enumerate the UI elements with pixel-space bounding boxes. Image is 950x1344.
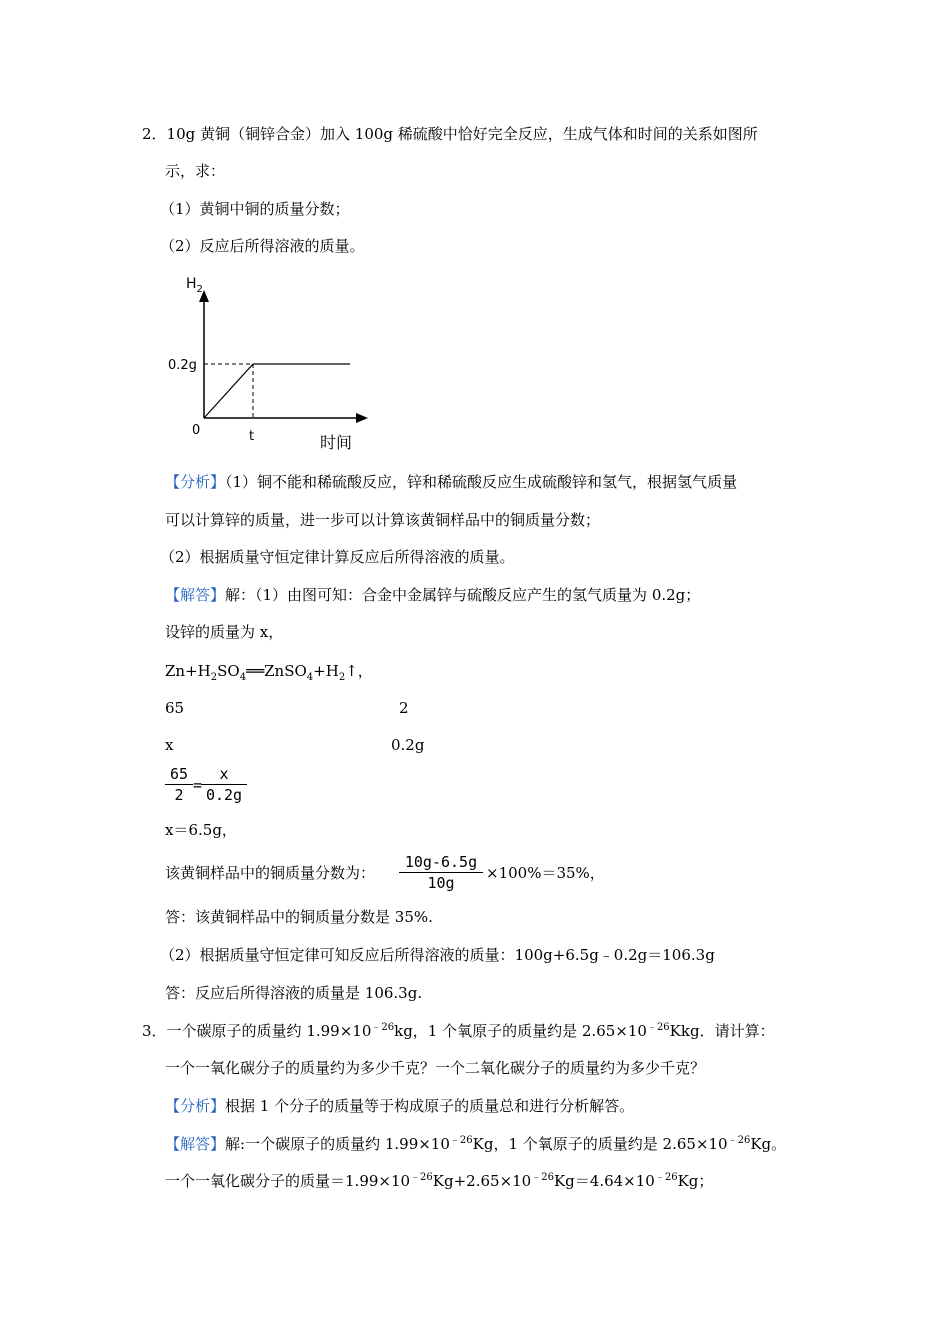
q3-ans-c: Kg。 — [750, 1135, 787, 1153]
graph-rising-line — [204, 364, 253, 418]
answer-tag: 【解答】 — [165, 1135, 226, 1153]
q3-co-c: Kg＝4.64×10 — [553, 1172, 655, 1190]
q3-stem-line1 — [142, 1021, 775, 1041]
chemical-equation — [165, 661, 373, 681]
cu-answer: 答：该黄铜样品中的铜质量分数是 35%. — [165, 908, 433, 926]
q3-analysis — [165, 1096, 634, 1116]
exponent: ﹣26 — [646, 1022, 670, 1033]
fraction-x-over-0.2g — [201, 764, 247, 805]
q3-co-d: Kg； — [677, 1172, 714, 1190]
exponent: ﹣26 — [727, 1135, 751, 1146]
eq-sub: 4 — [306, 672, 314, 683]
q2-number: 2． — [142, 125, 167, 143]
graph-y-label: $H_2$ — [186, 276, 203, 295]
fraction-equals: = — [193, 776, 203, 794]
q3-co-b: Kg+2.65×10 — [432, 1172, 532, 1190]
fraction-denominator: 10g — [427, 874, 455, 892]
exponent: ﹣26 — [449, 1135, 473, 1146]
fraction-numerator: x — [219, 765, 229, 783]
q3-stem-line2: 一个一氧化碳分子的质量约为多少千克？一个二氧化碳分子的质量约为多少千克？ — [165, 1059, 706, 1077]
graph-origin: 0 — [192, 423, 201, 438]
graph-x-label: 时间 — [320, 433, 353, 452]
exponent: ﹣26 — [531, 1172, 554, 1183]
answer-tag: 【解答】 — [165, 586, 226, 604]
eq-sub: 4 — [239, 672, 247, 683]
q2-answer-line2: 设锌的质量为 x， — [165, 623, 284, 641]
eq-zn: Zn+H — [165, 662, 211, 680]
analysis-tag: 【分析】 — [165, 473, 226, 491]
ratio-left-1: 65 — [165, 699, 185, 717]
h2-time-graph — [160, 268, 380, 458]
ratio-right-1: 2 — [399, 699, 409, 717]
q3-ans-a: 解:一个碳原子的质量约 1.99×10 — [225, 1135, 450, 1153]
eq-sub: 2 — [338, 672, 346, 683]
part2-answer: 答：反应后所得溶液的质量是 106.3g. — [165, 984, 423, 1002]
eq-arrow: ══ZnSO — [246, 662, 307, 680]
ratio-right-2: 0.2g — [391, 736, 425, 754]
fraction-denominator: 2 — [174, 786, 184, 804]
fraction-numerator: 65 — [169, 765, 189, 783]
q2-analysis-line1 — [165, 472, 737, 492]
eq-so4: SO — [217, 662, 240, 680]
eq-sub: 2 — [210, 672, 218, 683]
q2-answer-text1: 解：（1）由图可知：合金中金属锌与硫酸反应产生的氢气质量为 0.2g； — [225, 586, 701, 604]
exponent: ﹣26 — [654, 1172, 678, 1183]
fraction-denominator: 0.2g — [205, 786, 243, 804]
q3-stem-c: Kkg．请计算： — [669, 1022, 775, 1040]
q2-stem-text: 10g 黄铜（铜锌合金）加入 100g 稀硫酸中恰好完全反应，生成气体和时间的关系如图所 — [166, 125, 758, 143]
q3-analysis-text: 根据 1 个分子的质量等于构成原子的质量总和进行分析解答。 — [225, 1097, 635, 1115]
q2-stem-line1 — [142, 124, 758, 144]
graph-x-arrow — [356, 413, 368, 423]
cu-fraction — [399, 852, 483, 893]
q3-stem-b: kg，1 个氧原子的质量约是 2.65×10 — [394, 1022, 647, 1040]
q2-answer-line1 — [165, 585, 700, 605]
q2-sub1: （1）黄铜中铜的质量分数； — [160, 200, 350, 218]
ratio-left-2: x — [165, 736, 174, 754]
q2-stem-line2: 示，求： — [165, 162, 226, 180]
q2-sub2: （2）反应后所得溶液的质量。 — [160, 237, 365, 255]
q3-ans-b: Kg，1 个氧原子的质量约是 2.65×10 — [472, 1135, 728, 1153]
q3-number: 3． — [142, 1022, 167, 1040]
eq-h2: +H — [313, 662, 339, 680]
cu-fraction-prefix: 该黄铜样品中的铜质量分数为： — [165, 864, 376, 882]
q3-co-a: 一个一氧化碳分子的质量＝1.99×10 — [165, 1172, 411, 1190]
exponent: ﹣26 — [410, 1172, 433, 1183]
result-x: x＝6.5g， — [165, 821, 237, 839]
q2-analysis-line2: 可以计算锌的质量，进一步可以计算该黄铜样品中的铜质量分数； — [165, 511, 601, 529]
q3-answer-line1 — [165, 1134, 786, 1154]
graph-y-tick: 0.2g — [168, 358, 197, 373]
cu-fraction-suffix: ×100%＝35%， — [486, 864, 605, 882]
exponent: ﹣26 — [371, 1022, 395, 1033]
q3-stem-a: 一个碳原子的质量约 1.99×10 — [166, 1022, 372, 1040]
q2-analysis-text1: （1）铜不能和稀硫酸反应，锌和稀硫酸反应生成硫酸锌和氢气，根据氢气质量 — [225, 473, 738, 491]
analysis-tag: 【分析】 — [165, 1097, 226, 1115]
part2-solution: （2）根据质量守恒定律可知反应后所得溶液的质量：100g+6.5g﹣0.2g＝106.3g — [160, 946, 715, 964]
q3-co-mass — [165, 1171, 713, 1191]
fraction-numerator: 10g-6.5g — [404, 853, 478, 871]
fraction-65-over-2 — [165, 764, 193, 805]
eq-up: ↑， — [345, 662, 373, 680]
graph-x-tick: t — [249, 429, 255, 444]
q2-analysis-line3: （2）根据质量守恒定律计算反应后所得溶液的质量。 — [160, 548, 515, 566]
